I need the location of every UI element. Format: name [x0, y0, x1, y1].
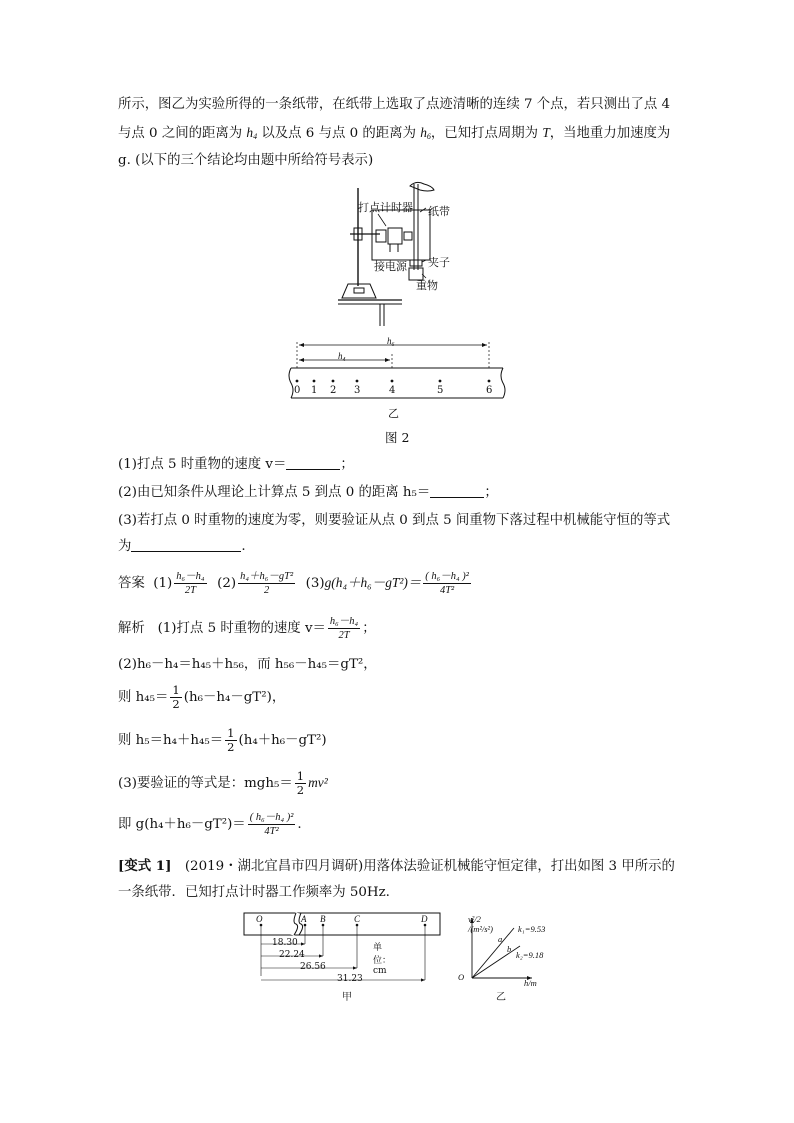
analysis-f1-den: 2T	[338, 630, 350, 641]
analysis-fraction-1	[328, 615, 360, 642]
symbol-h4: $h_4$	[246, 125, 258, 141]
question-3b-text: 为	[118, 539, 132, 554]
analysis-f1-num: h₆－h₄	[329, 616, 359, 627]
answer-f2-num: h₄＋h₆－gT²	[240, 571, 294, 582]
analysis-half-2-num: 1	[227, 726, 235, 740]
distance-OB: 22.24	[279, 950, 305, 960]
tape-point-O: O	[256, 914, 263, 924]
question-2	[118, 484, 498, 502]
label-tape: 纸带	[428, 205, 450, 218]
question-3b	[118, 538, 246, 556]
tape-point-C: C	[354, 914, 361, 924]
analysis-line-3	[118, 683, 285, 713]
intro-line-2	[118, 124, 670, 146]
point-2: 2	[330, 385, 337, 396]
label-h4: h₄	[338, 351, 346, 361]
analysis-line-2: (2)h₆－h₄＝h₄₅＋h₅₆，而 h₅₆－h₄₅＝gT²，	[118, 657, 377, 672]
answer-blank-3	[131, 538, 241, 552]
tape-point-B: B	[320, 914, 326, 924]
variant-line-2: 一条纸带．已知打点计时器工作频率为 50Hz.	[118, 885, 390, 900]
tape-point-D: D	[421, 914, 428, 924]
question-1-end: ；	[340, 457, 354, 472]
point-1: 1	[311, 385, 318, 396]
answer-f1-num: h₆－h₄	[176, 571, 205, 582]
label-h6: h₆	[387, 336, 395, 346]
answer-fraction-2	[238, 570, 295, 597]
analysis-half-1-num: 1	[172, 683, 180, 697]
intro-line-2d: ，当地重力加速度为	[549, 126, 671, 141]
analysis-half-2	[225, 727, 236, 754]
point-4: 4	[389, 385, 396, 396]
label-power: 接电源	[374, 260, 407, 273]
analysis-l3b: (h₆－h₄－gT²)，	[183, 690, 286, 705]
graph-k1: k₁=9.53	[518, 924, 546, 934]
answer-f1-den: 2T	[184, 585, 196, 596]
analysis-half-3-num: 1	[296, 769, 305, 783]
analysis-f6-num: ( h₆－h₄ )²	[249, 812, 294, 823]
intro-line-2c: ，已知打点周期为	[430, 126, 543, 141]
question-2-text: (2)由已知条件从理论上计算点 5 到点 0 的距离 h₅＝	[118, 485, 431, 500]
analysis-label: 解析	[118, 621, 145, 636]
variant-tag: [变式 1]	[118, 858, 172, 874]
analysis-half-1	[170, 684, 181, 711]
analysis-line-5	[118, 768, 328, 799]
analysis-half-3	[295, 770, 306, 797]
analysis-fraction-6	[248, 811, 296, 838]
question-3-end: .	[241, 539, 246, 554]
graph-line-a: a	[498, 934, 503, 944]
answer-part-3: (3)	[305, 576, 325, 591]
analysis-l5a: (3)要验证的等式是：mgh₅＝	[118, 776, 293, 791]
analysis-half-1-den: 2	[172, 697, 180, 711]
figure-2-caption: 图 2	[385, 430, 410, 445]
label-timer: 打点计时器	[358, 201, 413, 214]
graph-y-axis: v²/2 /(m²/s²)	[468, 914, 493, 934]
answer-f2-den: 2	[263, 585, 270, 596]
label-weight: 重物	[416, 279, 438, 292]
analysis-half-2-den: 2	[227, 740, 235, 754]
distance-OA: 18.30	[272, 938, 298, 948]
analysis-l5b: mv²	[308, 775, 328, 790]
variant-l1-text: (2019・湖北宜昌市四月调研)用落体法验证机械能守恒定律，打出如图 3 甲所示的	[171, 859, 675, 874]
analysis-half-3-den: 2	[296, 783, 305, 797]
distance-OD: 31.23	[337, 974, 363, 984]
answer-line	[118, 566, 473, 601]
analysis-l4b: (h₄＋h₆－gT²)	[238, 733, 327, 748]
answer-blank-1	[286, 456, 340, 470]
tape-unit: 单位：cm	[373, 943, 392, 976]
answer-blank-2	[430, 484, 484, 498]
analysis-f6-den: 4T²	[264, 826, 279, 837]
intro-line-2a: 与点 0 之间的距离为	[118, 126, 247, 141]
question-2-end: ；	[484, 485, 498, 500]
analysis-l1-end: ；	[362, 621, 376, 636]
figure-3-label-jia: 甲	[342, 992, 352, 1003]
analysis-l4a: 则 h₅＝h₄＋h₄₅＝	[118, 733, 224, 748]
answer-f3-den: 4T²	[439, 585, 455, 596]
label-clip: 夹子	[428, 256, 450, 269]
answer-eq-3: g(h₄＋h₆－gT²)＝	[324, 575, 422, 590]
variant-line-1	[118, 857, 675, 876]
answer-part-1: (1)	[153, 576, 173, 591]
graph-origin: O	[458, 972, 465, 982]
sub-label-yi: 乙	[388, 407, 399, 420]
intro-line-2b: 以及点 6 与点 0 的距离为	[257, 126, 421, 141]
graph-k2: k₂=9.18	[516, 950, 544, 960]
question-3: (3)若打点 0 时重物的速度为零，则要验证从点 0 到点 5 间重物下落过程中机械能守恒的等式	[118, 513, 671, 528]
analysis-line-4	[118, 726, 327, 756]
answer-label: 答案	[118, 576, 145, 591]
intro-line-1: 所示，图乙为实验所得的一条纸带，在纸带上选取了点迹清晰的连续 7 个点，若只测出了点 4	[118, 97, 671, 112]
graph-x-axis: h/m	[524, 978, 537, 988]
point-3: 3	[354, 385, 361, 396]
answer-fraction-3	[423, 570, 471, 597]
analysis-l1-text: (1)打点 5 时重物的速度 v＝	[157, 621, 326, 636]
tape-point-A: A	[301, 914, 307, 924]
tape-figure	[285, 336, 510, 408]
figure-3-tape	[240, 910, 445, 1000]
answer-f3-num: ( h₆－h₄ )²	[425, 571, 469, 582]
symbol-h6: $h_6$	[420, 125, 431, 141]
answer-fraction-1	[174, 570, 206, 597]
intro-line-3: g. (以下的三个结论均由题中所给符号表示)	[118, 153, 374, 168]
analysis-l3a: 则 h₄₅＝	[118, 690, 169, 705]
analysis-l6a: 即 g(h₄＋h₆－gT²)＝	[118, 817, 246, 832]
point-6: 6	[486, 385, 493, 396]
symbol-T: T	[542, 125, 550, 140]
graph-line-b: b	[507, 944, 512, 954]
point-5: 5	[437, 385, 444, 396]
point-0: 0	[294, 385, 301, 396]
analysis-l6-end: .	[297, 817, 302, 832]
analysis-line-1	[118, 614, 376, 644]
question-1-text: (1)打点 5 时重物的速度 v＝	[118, 457, 287, 472]
figure-3-label-yi: 乙	[496, 992, 506, 1003]
question-1	[118, 456, 354, 474]
answer-part-2: (2)	[217, 576, 237, 591]
analysis-line-6	[118, 810, 302, 840]
distance-OC: 26.56	[300, 962, 326, 972]
